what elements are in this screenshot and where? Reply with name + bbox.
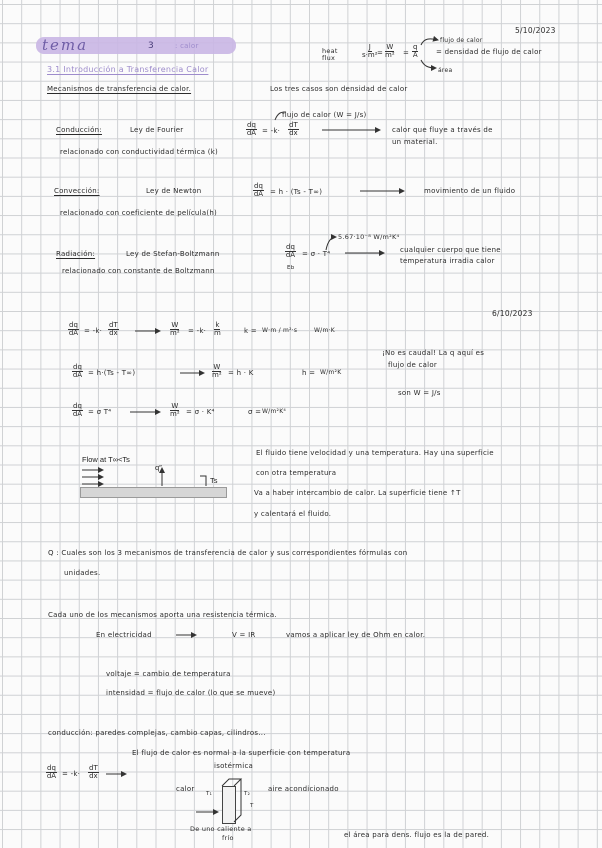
units-note-3: son W = J/s xyxy=(398,389,441,397)
units-row1-arrowlhs: = -k· xyxy=(188,327,207,335)
units-row1-km: $\frac{k}{m}$ xyxy=(214,321,221,338)
flux-note-arrow xyxy=(275,112,286,120)
units-row3-lhs: $\frac{dq}{dA}$ xyxy=(72,402,83,419)
radiacion-title: Radiación: xyxy=(56,250,96,258)
date-label-2: 6/10/2023 xyxy=(492,309,533,318)
units-row3-w: $\frac{W}{\text{m²}}$ xyxy=(170,402,180,419)
fluid-line-2: con otra temperatura xyxy=(256,469,337,477)
resistance-line-1: Cada uno de los mecanismos aporta una resistencia térmica. xyxy=(48,611,277,619)
units-row3-sigma: σ = xyxy=(248,408,262,416)
conduccion-related: relacionado con conductividad térmica (k) xyxy=(60,148,218,156)
title-suffix: : calor xyxy=(175,42,199,50)
conduccion-result: calor que fluye a través de xyxy=(392,126,493,134)
title-word: tema xyxy=(42,36,89,54)
conveccion-title: Convección: xyxy=(54,187,100,195)
units-row3-units: = σ · K⁴ xyxy=(186,408,215,416)
units-row1-k: k = xyxy=(244,327,257,335)
heat-flux-lhs: heat flux xyxy=(322,47,338,62)
radiacion-eq-left: $\frac{dq}{dA}$ xyxy=(285,243,296,260)
radiacion-result: cualquier cuerpo que tiene xyxy=(400,246,501,254)
units-row1-lhs: $\frac{dq}{dA}$ xyxy=(68,321,79,338)
conveccion-related: relacionado con coeficiente de película(h) xyxy=(60,209,218,217)
conduccion-eq-mid: = -k· xyxy=(262,127,281,135)
cases-eq-left: $\frac{dq}{dA}$ xyxy=(46,764,57,781)
eb-label: Eb xyxy=(287,265,295,271)
cases-line-1: conducción: paredes complejas, cambio capas, cilindros... xyxy=(48,729,266,737)
radiacion-eq-rhs: = σ · T⁴ xyxy=(302,250,331,258)
units-row3-rhs: = σ T⁴ xyxy=(88,408,112,416)
resistance-line-4: intensidad = flujo de calor (lo que se mueve) xyxy=(106,689,276,697)
fluid-line-3: Va a haber intercambio de calor. La superficie tiene ↑T xyxy=(254,489,461,497)
flujo-arrow xyxy=(421,39,438,45)
radiacion-related: relacionado con constante de Boltzmann xyxy=(62,267,215,275)
units-row2-rhs: = h·(Ts - T∞) xyxy=(88,369,136,377)
flux-note: flujo de calor (W = J/s) xyxy=(282,111,367,119)
units-row2-h: h = xyxy=(302,369,316,377)
area-arrow xyxy=(421,60,436,68)
area-label: área xyxy=(438,67,453,74)
ts-label: Ts xyxy=(210,476,218,485)
heat-flux-frac-3: $\frac{q}{A}$ xyxy=(412,43,418,60)
bottom-caption-1: De uno caliente a xyxy=(190,825,252,833)
units-row2-units: = h · K xyxy=(228,369,254,377)
conveccion-eq-rhs: = h · (Ts - T∞) xyxy=(270,188,323,196)
area-note: el área para dens. flujo es la de pared. xyxy=(344,831,490,839)
units-row1-kval: W/m·K xyxy=(314,327,335,334)
newton-law: Ley de Newton xyxy=(146,187,202,195)
question-line-2: unidades. xyxy=(64,569,101,577)
units-row1-dt: $\frac{dT}{dx}$ xyxy=(109,321,118,338)
cases-eq-mid: = -k· xyxy=(62,770,81,778)
units-note-1: ¡No es caudal! La q aquí es xyxy=(382,349,485,357)
three-cases-text: Los tres casos son densidad de calor xyxy=(270,85,408,93)
fluid-line-1: El fluido tiene velocidad y una temperatura. Hay una superficie xyxy=(256,449,494,457)
t1-label: T₁ xyxy=(206,791,213,797)
units-row1-ws: W·m / m²·s xyxy=(262,327,298,334)
wall-top xyxy=(222,779,241,786)
density-label: = densidad de flujo de calor xyxy=(436,48,542,56)
stefan-law: Ley de Stefan-Boltzmann xyxy=(126,250,220,258)
heat-flux-frac-1: $\frac{J}{\text{s·m²}}$ xyxy=(362,43,378,60)
aire-label: aire acondicionado xyxy=(268,785,339,793)
q-label: q″ xyxy=(155,463,162,472)
resistance-line-2a: En electricidad xyxy=(96,631,152,639)
date-label: 5/10/2023 xyxy=(515,26,556,35)
units-row1-mid: = -k· xyxy=(84,327,103,335)
t2-label: T₂ xyxy=(244,791,251,797)
radiacion-result-2: temperatura irradia calor xyxy=(400,257,495,265)
conduccion-title: Conducción: xyxy=(56,126,102,134)
fourier-law: Ley de Fourier xyxy=(130,126,184,134)
units-row2-w: $\frac{W}{\text{m²}}$ xyxy=(212,363,222,380)
t-small-label: T xyxy=(250,803,254,809)
conveccion-eq-left: $\frac{dq}{dA}$ xyxy=(253,182,264,199)
equals-sign-1: = xyxy=(377,49,384,57)
conduccion-result-2: un material. xyxy=(392,138,438,146)
calor-label: calor xyxy=(176,785,195,793)
conduccion-eq-right: $\frac{dT}{dx}$ xyxy=(289,121,298,138)
question-line-1: Q : Cuales son los 3 mecanismos de transferencia de calor y sus correspondientes fórmulas con xyxy=(48,549,408,557)
mechanisms-text: Mecanismos de transferencia de calor. xyxy=(47,85,192,93)
ts-leader xyxy=(200,476,206,486)
stefan-constant: 5.67·10⁻⁸ W/m²K⁴ xyxy=(338,233,400,241)
constant-arrow xyxy=(326,237,336,250)
equals-sign-2: = xyxy=(403,49,410,57)
cases-line-3: isotérmica xyxy=(214,762,254,770)
units-row3-sigmaval: W/m²K⁴ xyxy=(262,408,287,415)
cases-eq-right: $\frac{dT}{dx}$ xyxy=(89,764,98,781)
resistance-line-2c: vamos a aplicar ley de Ohm en calor. xyxy=(286,631,426,639)
section-heading: 3.1 Introducción a Transferencia Calor xyxy=(47,65,209,74)
cases-line-2: El flujo de calor es normal a la superficie con temperatura xyxy=(132,749,351,757)
units-note-2: flujo de calor xyxy=(388,361,438,369)
flow-label: Flow at T∞<Ts xyxy=(82,455,130,464)
units-row2-hval: W/m²K xyxy=(320,369,342,376)
fluid-line-4: y calentará el fluido. xyxy=(254,510,332,518)
conveccion-result: movimiento de un fluido xyxy=(424,187,516,195)
flujo-label: flujo de calor xyxy=(440,37,483,44)
resistance-line-2b: V = IR xyxy=(232,631,256,639)
units-row2-lhs: $\frac{dq}{dA}$ xyxy=(72,363,83,380)
conduccion-eq-left: $\frac{dq}{dA}$ xyxy=(246,121,257,138)
bottom-caption-2: frío xyxy=(222,834,234,842)
resistance-line-3: voltaje = cambio de temperatura xyxy=(106,670,231,678)
heat-flux-frac-2: $\frac{W}{\text{m²}}$ xyxy=(385,43,395,60)
units-row1-w: $\frac{W}{\text{m²}}$ xyxy=(170,321,180,338)
title-number: 3 xyxy=(148,41,154,51)
